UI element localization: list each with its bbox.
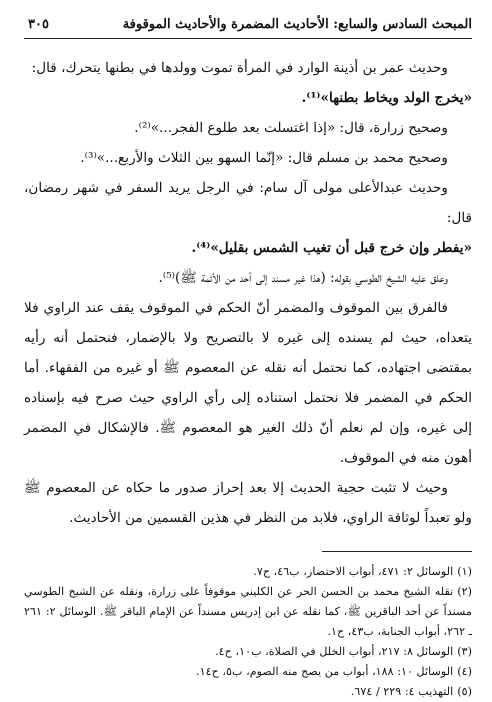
quoted-hadith: «يخرج الولد ويخاط بطنها»⁽¹⁾. <box>301 90 472 106</box>
footnote-text: الوسائل ٨: ٢١٧، أبواب الخلل في الصلاة، ب١٠، ح٤. <box>215 645 454 658</box>
paragraph: وحيث لا تثبت حجية الحديث إلا بعد إحراز صدور ما حكاه عن المعصوم ﷺ ولو تعبداً لوثاقة الراوي، فلابد من النظر في هذين القسمين من الأحاديث. <box>24 480 472 526</box>
footnote-mark: (٣) <box>457 645 472 658</box>
footnote-mark: (٥) <box>457 685 472 698</box>
footnote-text: الوسائل ١٠: ١٨٨، أبواب من يصح منه الصوم، ب٥، ح١٤. <box>196 665 454 678</box>
footnote-mark: (٤) <box>457 665 472 678</box>
running-header <box>24 0 472 39</box>
footnote-mark: (٢) <box>457 585 472 598</box>
paragraph: فالفرق بين الموقوف والمضمر أنّ الحكم في الموقوف يقف عند الراوي فلا يتعداه، حيث لم يسنده إلى غيره لا بالتصريح ولا بالإضمار، فنحتمل أنه رأيه بمقتضى اجتهاده، كما نحتمل أنه نقله عن المعصوم ﷺ أو غيره من الفقهاء. أما الحكم في المضمر فلا نحتمل استناده إلى رأي الراوي حيث صرح فيه بإسناده إلى غيره، وإن لم نعلم أنّ ذلك الغير هو المعصوم ﷺ. فالإشكال في المضمر أهون منه في الموقوف. <box>24 300 472 466</box>
quoted-hadith: «يفطر وإن خرج قبل أن تغيب الشمس بقليل»⁽⁴⁾. <box>191 240 472 256</box>
paragraph: وصحيح محمد بن مسلم قال: «إنّما السهو بين الثلاث والأربع...»⁽³⁾. <box>80 150 448 166</box>
paragraph: وحديث عمر بن أذينة الوارد في المرأة تموت وولدها في بطنها يتحرك، قال: <box>31 60 448 76</box>
footnote-text: نقله الشيخ محمد بن الحسن الحر عن الكليني موقوفاً على زرارة، ونقله عن الشيخ الطوسي مسنداً عن أحد الباقرين ﷺ، كما نقله عن ابن إدريس مسنداً عن الإمام الباقر ﷺ. الوسائل ٢: ٢٦١ ـ ٢٦٢، أبواب الجنابة، ب٤٣، ح١. <box>24 585 472 638</box>
footnote <box>24 682 472 702</box>
footnote-divider <box>322 551 472 552</box>
footnotes <box>24 562 472 702</box>
paragraph: وصحيح زرارة، قال: «إذا اغتسلت بعد طلوع الفجر...»⁽²⁾. <box>134 120 448 136</box>
footnote <box>24 562 472 582</box>
footnote <box>24 662 472 682</box>
footnote-mark: (١) <box>457 565 472 578</box>
footnote-text: التهذيب ٤: ٢٢٩ / ٦٧٤. <box>350 685 454 698</box>
footnote-text: الوسائل ٢: ٤٧١، أبواب الاحتضار، ب٤٦، ح٧. <box>253 565 454 578</box>
header-title: المبحث السادس والسابع: الأحاديث المضمرة والأحاديث الموقوفة <box>122 16 472 32</box>
paragraph: وعلق عليه الشيخ الطوسي بقوله: (هذا غير مسند إلى أحد من الأئمة ﷺ)⁽⁵⁾. <box>158 270 448 286</box>
page-number: ٣٠٥ <box>28 16 49 32</box>
paragraph: وحديث عبدالأعلى مولى آل سام: في الرجل يريد السفر في شهر رمضان، قال: <box>24 180 472 226</box>
footnote <box>24 582 472 642</box>
main-text <box>24 53 472 533</box>
footnote <box>24 642 472 662</box>
